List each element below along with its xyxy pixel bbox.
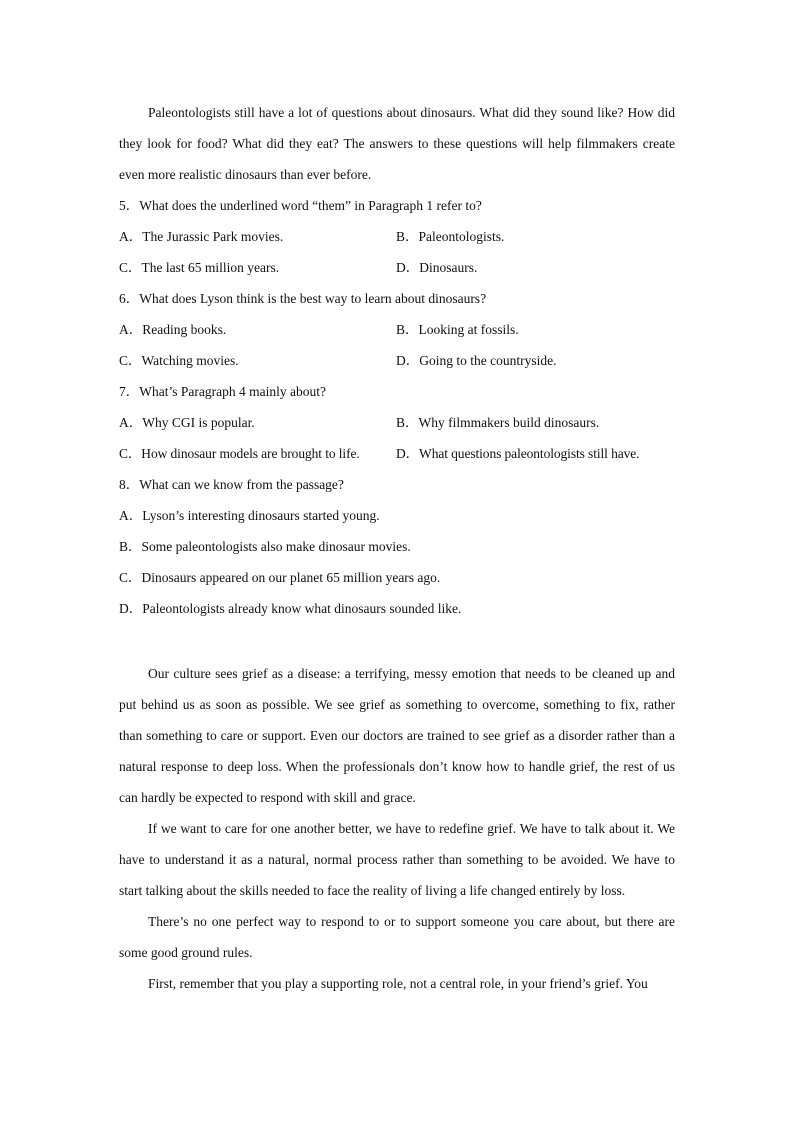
- question-8-stem: 8．What can we know from the passage?: [119, 477, 344, 492]
- passage2-paragraph-3: There’s no one perfect way to respond to or to support someone you care about, but there are some good ground rules.: [119, 914, 675, 960]
- question-6-stem: 6．What does Lyson think is the best way to learn about dinosaurs?: [119, 291, 487, 306]
- question-6-options-row-2: [119, 345, 675, 376]
- question-5-options-row-2: [119, 252, 675, 283]
- question-8-option-c[interactable]: C．Dinosaurs appeared on our planet 65 million years ago.: [119, 570, 441, 585]
- passage2-paragraph-2: If we want to care for one another better, we have to redefine grief. We have to talk about it. We have to understand it as a natural, normal process rather than something to be avoided. We have to start talking about the skills needed to face the reality of living a life changed entirely by loss.: [119, 821, 675, 898]
- question-6-option-c[interactable]: C．Watching movies.: [119, 353, 239, 368]
- question-6-option-b[interactable]: B．Looking at fossils.: [396, 322, 519, 337]
- question-7-option-a[interactable]: A．Why CGI is popular.: [119, 415, 255, 430]
- question-7-option-c[interactable]: C．How dinosaur models are brought to life.: [119, 446, 360, 461]
- question-7-options-row-1: [119, 407, 675, 438]
- passage2: [119, 658, 675, 999]
- question-8-option-b[interactable]: B．Some paleontologists also make dinosaur movies.: [119, 539, 411, 554]
- passage1: [119, 97, 675, 190]
- question-7-option-d[interactable]: D．What questions paleontologists still have.: [396, 446, 640, 461]
- passage1-paragraph: Paleontologists still have a lot of questions about dinosaurs. What did they sound like? How did they look for food? What did they eat? The answers to these questions will help filmmakers create even more realistic dinosaurs than ever before.: [119, 105, 675, 182]
- question-8-option-a[interactable]: A．Lyson’s interesting dinosaurs started young.: [119, 508, 380, 523]
- question-6-options-row-1: [119, 314, 675, 345]
- question-8-option-d[interactable]: D．Paleontologists already know what dinosaurs sounded like.: [119, 601, 462, 616]
- question-7-options-row-2: [119, 438, 675, 469]
- passage2-paragraph-4: First, remember that you play a supporting role, not a central role, in your friend’s grief. You: [148, 976, 648, 991]
- question-7-stem: 7．What’s Paragraph 4 mainly about?: [119, 384, 326, 399]
- question-6-option-d[interactable]: D．Going to the countryside.: [396, 353, 557, 368]
- question-7-option-b[interactable]: B．Why filmmakers build dinosaurs.: [396, 415, 600, 430]
- question-5-options-row-1: [119, 221, 675, 252]
- question-5-option-d[interactable]: D．Dinosaurs.: [396, 260, 478, 275]
- question-5-option-a[interactable]: A．The Jurassic Park movies.: [119, 229, 284, 244]
- question-5-option-c[interactable]: C．The last 65 million years.: [119, 260, 280, 275]
- question-5-stem: 5．What does the underlined word “them” in Paragraph 1 refer to?: [119, 198, 482, 213]
- passage2-paragraph-1: Our culture sees grief as a disease: a terrifying, messy emotion that needs to be cleaned up and put behind us as soon as possible. We see grief as something to overcome, something to fix, rather than something to care or support. Even our doctors are trained to see grief as a disorder rather than a natural response to deep loss. When the professionals don’t know how to handle grief, the rest of us can hardly be expected to respond with skill and grace.: [119, 666, 675, 805]
- question-list: [119, 190, 675, 624]
- question-5-option-b[interactable]: B．Paleontologists.: [396, 229, 505, 244]
- question-6-option-a[interactable]: A．Reading books.: [119, 322, 227, 337]
